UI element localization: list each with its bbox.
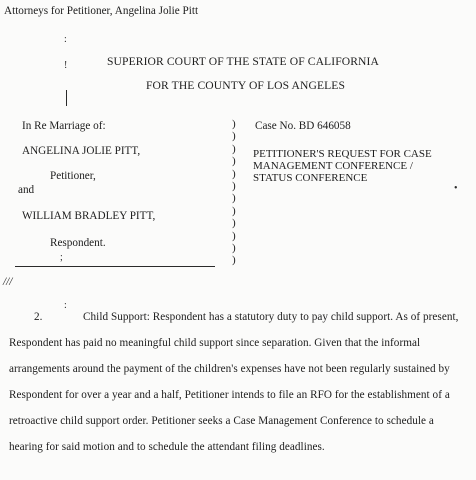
court-line-1: SUPERIOR COURT OF THE STATE OF CALIFORNIA [107,55,379,68]
court-line-2: FOR THE COUNTY OF LOS ANGELES [146,79,346,92]
bracket: ) [232,155,236,168]
body-line: Respondent has paid no meaningful child support since separation. Given that the informal [9,337,421,349]
bracket: ) [232,180,236,193]
bracket: ) [232,192,236,205]
bracket: ) [232,217,236,230]
document-title [253,148,432,185]
margin-mark: ; [60,252,63,263]
margin-rule [66,90,67,106]
bracket: ) [232,142,236,155]
document-title-line: MANAGEMENT CONFERENCE / [253,160,413,173]
separator-mark: /// [3,276,13,288]
respondent-label: Respondent. [50,237,106,249]
body-line: Child Support: Respondent has a statutory duty to pay child support. As of present, [83,311,459,323]
margin-mark: : [64,300,67,311]
margin-mark: • [454,183,458,194]
document-title-line: PETITIONER'S REQUEST FOR CASE [253,148,432,160]
document-title-line: STATUS CONFERENCE [253,172,368,185]
caption-brackets [232,118,236,267]
section-number: 2. [34,311,43,323]
petitioner-label: Petitioner, [50,170,96,182]
bracket: ) [232,167,236,180]
body-line: hearing for said motion and to schedule the attendant filing deadlines. [9,441,325,453]
bracket: ) [232,130,236,143]
bracket: ) [232,118,236,130]
in-re-label: In Re Marriage of: [22,120,106,132]
margin-mark: : [64,34,67,45]
bracket: ) [232,204,236,217]
and-label: and [18,184,35,196]
body-line: retroactive child support order. Petitioner seeks a Case Management Conference to schedule a [9,415,434,427]
bracket: ) [232,254,236,267]
margin-mark: ! [64,60,68,71]
bracket: ) [232,229,236,242]
bracket: ) [232,242,236,255]
respondent-name: WILLIAM BRADLEY PITT, [22,210,156,222]
petitioner-name: ANGELINA JOLIE PITT, [22,145,141,157]
body-line: arrangements around the payment of the children's expenses have not been regularly sustained by [9,363,450,375]
caption-underline [15,266,215,267]
case-number: Case No. BD 646058 [255,120,351,132]
attorneys-line: Attorneys for Petitioner, Angelina Jolie Pitt [4,5,199,17]
body-line: Respondent for over a year and a half, Petitioner intends to file an RFO for the establishment of a [9,389,450,401]
